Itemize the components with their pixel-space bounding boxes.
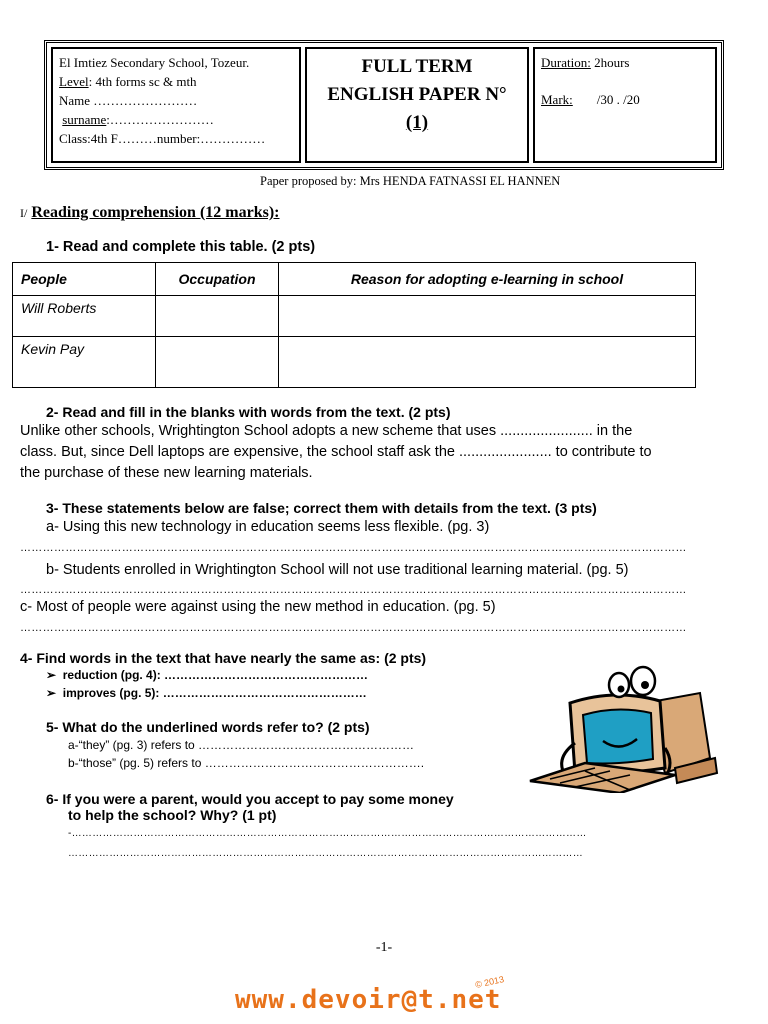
answer-line[interactable]: …………………………………………………………………………………………………………………………………………………………… bbox=[20, 584, 687, 596]
surname-line: surname:…………………… bbox=[62, 112, 214, 127]
table-header-row bbox=[13, 263, 696, 296]
site-watermark: www.devoir@t.net bbox=[235, 985, 502, 1015]
table-header-occupation: Occupation bbox=[156, 263, 279, 296]
title-full-term: FULL TERM bbox=[361, 56, 473, 77]
q3-title: 3- These statements below are false; correct them with details from the text. (3 pts) bbox=[46, 500, 597, 516]
table-cell-occupation[interactable] bbox=[156, 337, 279, 388]
q6-title: 6- If you were a parent, would you accept to pay some money bbox=[46, 791, 454, 807]
table-cell-person: Kevin Pay bbox=[13, 337, 156, 388]
section-heading: I/ Reading comprehension (12 marks): bbox=[20, 204, 280, 221]
class-line: Class:4th F………number:…………… bbox=[59, 131, 266, 146]
answer-line[interactable]: -…………………………………………………………………………………………………………………………………… bbox=[68, 828, 587, 839]
computer-clipart-icon bbox=[525, 663, 725, 793]
q3-statement-b: b- Students enrolled in Wrightington School will not use traditional learning material. (pg. 5) bbox=[46, 562, 629, 578]
table-cell-person: Will Roberts bbox=[13, 296, 156, 337]
q5-item-b: b-“those” (pg. 5) refers to ………………………………………………. bbox=[68, 756, 425, 770]
table-cell-reason[interactable] bbox=[279, 337, 696, 388]
q1-title: 1- Read and complete this table. (2 pts) bbox=[46, 239, 316, 255]
arrow-bullet-icon: ➢ bbox=[46, 668, 57, 682]
duration-line: Duration: 2hours bbox=[541, 55, 630, 70]
q2-title: 2- Read and fill in the blanks with words from the text. (2 pts) bbox=[46, 404, 451, 420]
name-line: Name …………………… bbox=[59, 93, 198, 108]
q5-title: 5- What do the underlined words refer to? (2 pts) bbox=[46, 719, 370, 735]
table-row bbox=[13, 296, 696, 337]
q2-line: Unlike other schools, Wrightington School adopts a new scheme that uses ....................... in the bbox=[20, 423, 633, 439]
q3-statement-c: c- Most of people were against using the new method in education. (pg. 5) bbox=[20, 599, 496, 615]
mark-line: Mark: /30 . /20 bbox=[541, 92, 640, 107]
duration-cell bbox=[533, 47, 717, 163]
answer-line[interactable]: …………………………………………………………………………………………………………………………………………………………… bbox=[20, 542, 687, 554]
arrow-bullet-icon: ➢ bbox=[46, 686, 57, 700]
table-row bbox=[13, 337, 696, 388]
q3-statement-a: a- Using this new technology in education seems less flexible. (pg. 3) bbox=[46, 519, 490, 535]
q6-title-cont: to help the school? Why? (1 pt) bbox=[68, 807, 277, 823]
q4-title: 4- Find words in the text that have nearly the same as: (2 pts) bbox=[20, 650, 427, 666]
title-cell bbox=[305, 47, 529, 163]
answer-line[interactable]: …………………………………………………………………………………………………………………………………… bbox=[68, 848, 583, 859]
q4-item: ➢ improves (pg. 5): …………………………………………… bbox=[46, 686, 367, 700]
q2-text bbox=[20, 421, 750, 484]
table-cell-reason[interactable] bbox=[279, 296, 696, 337]
q4-item: ➢ reduction (pg. 4): …………………………………………… bbox=[46, 668, 369, 682]
q5-item-a: a-“they” (pg. 3) refers to ……………………………………………… bbox=[68, 738, 415, 752]
watermark-year: © 2013 bbox=[474, 974, 505, 990]
school-info-cell bbox=[51, 47, 301, 163]
table-header-people: People bbox=[13, 263, 156, 296]
q1-table bbox=[12, 262, 696, 388]
title-paper-number: (1) bbox=[405, 112, 429, 133]
page-number: -1- bbox=[375, 940, 393, 955]
level-line: Level: 4th forms sc & mth bbox=[59, 74, 197, 89]
title-english-paper: ENGLISH PAPER N° bbox=[327, 84, 507, 105]
answer-line[interactable]: …………………………………………………………………………………………………………………………………………………………… bbox=[20, 622, 687, 634]
header-box bbox=[44, 40, 724, 170]
school-name: El Imtiez Secondary School, Tozeur. bbox=[59, 55, 250, 70]
q2-line: class. But, since Dell laptops are expensive, the school staff ask the ....................... to contribute to bbox=[20, 444, 652, 460]
proposed-by: Paper proposed by: Mrs HENDA FATNASSI EL HANNEN bbox=[260, 174, 561, 188]
q2-line: the purchase of these new learning materials. bbox=[20, 465, 313, 481]
table-header-reason: Reason for adopting e-learning in school bbox=[279, 263, 696, 296]
table-cell-occupation[interactable] bbox=[156, 296, 279, 337]
